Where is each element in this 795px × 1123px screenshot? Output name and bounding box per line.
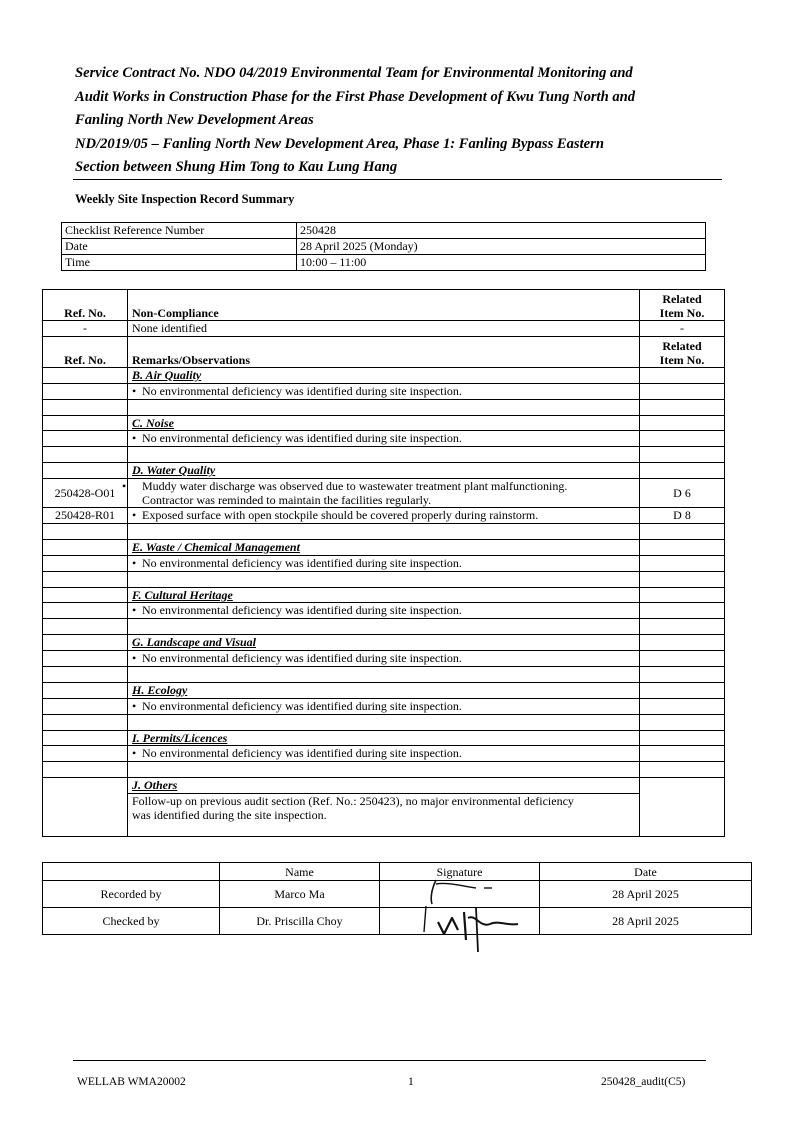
section-heading: C. Noise	[128, 415, 640, 431]
title-line: Section between Shung Him Tong to Kau Lung Hang	[75, 159, 398, 176]
inspection-info-table	[61, 222, 706, 271]
remark-text	[128, 794, 640, 837]
section-row	[43, 730, 725, 746]
table-header-row	[43, 863, 752, 881]
spacer-row	[43, 399, 725, 415]
remark-text: • No environmental deficiency was identified during site inspection.	[128, 431, 640, 447]
spacer-row	[43, 714, 725, 730]
remark-line: was identified during the site inspection.	[132, 808, 327, 823]
title-line: Service Contract No. NDO 04/2019 Environmental Team for Environmental Monitoring and	[75, 65, 633, 81]
role-cell: Recorded by	[43, 881, 220, 908]
table-row	[62, 255, 706, 271]
checklist-label: Checklist Reference Number	[62, 223, 297, 239]
table-row	[43, 746, 725, 762]
footer-divider	[73, 1060, 706, 1061]
related-header	[640, 336, 725, 367]
section-row	[43, 539, 725, 555]
related-header-line2: Item No.	[659, 306, 705, 320]
name-header: Name	[220, 863, 380, 881]
remark-text: • No environmental deficiency was identified during site inspection.	[128, 555, 640, 571]
checklist-value: 250428	[297, 223, 706, 239]
remark-line: • Muddy water discharge was observed due to wastewater treatment plant malfunctioning.	[132, 479, 567, 493]
spacer-row	[43, 571, 725, 587]
footer-left: WELLAB WMA20002	[77, 1076, 186, 1088]
signature-header: Signature	[380, 863, 540, 881]
document-title	[75, 62, 715, 180]
time-label: Time	[62, 255, 297, 271]
noncompliance-header: Non-Compliance	[128, 290, 640, 321]
name-cell: Marco Ma	[220, 881, 380, 908]
date-header: Date	[540, 863, 752, 881]
date-label: Date	[62, 239, 297, 255]
name-cell: Dr. Priscilla Choy	[220, 908, 380, 935]
table-header-row	[43, 290, 725, 321]
remark-text: • No environmental deficiency was identified during site inspection.	[128, 746, 640, 762]
spacer-row	[43, 667, 725, 683]
title-line: ND/2019/05 – Fanling North New Development Area, Phase 1: Fanling Bypass Eastern	[75, 135, 604, 152]
date-cell: 28 April 2025	[540, 908, 752, 935]
related-header-line1: Related	[662, 338, 702, 353]
remark-text	[128, 479, 640, 508]
remark-text: • No environmental deficiency was identified during site inspection.	[128, 698, 640, 714]
related-cell: D 6	[640, 479, 725, 508]
remark-text: • No environmental deficiency was identified during site inspection.	[128, 383, 640, 399]
table-row	[43, 321, 725, 337]
noncompliance-cell: None identified	[128, 321, 640, 337]
table-row	[43, 555, 725, 571]
table-row	[43, 794, 725, 837]
spacer-row	[43, 524, 725, 540]
table-row	[43, 698, 725, 714]
section-row	[43, 635, 725, 651]
spacer-row	[43, 619, 725, 635]
ref-cell: 250428-O01	[43, 479, 128, 508]
table-row	[62, 223, 706, 239]
footer-right: 250428_audit(C5)	[601, 1076, 686, 1088]
table-row	[43, 431, 725, 447]
table-row	[43, 603, 725, 619]
table-row	[43, 651, 725, 667]
ref-header: Ref. No.	[43, 336, 128, 367]
time-value: 10:00 – 11:00	[297, 255, 706, 271]
related-header-line2: Item No.	[659, 352, 705, 367]
section-row	[43, 415, 725, 431]
remarks-header: Remarks/Observations	[128, 336, 640, 367]
table-row	[43, 479, 725, 508]
remark-line: Follow-up on previous audit section (Ref. No.: 250423), no major environmental deficiency	[132, 794, 574, 809]
section-row	[43, 682, 725, 698]
section-row	[43, 778, 725, 794]
section-heading: F. Cultural Heritage	[128, 587, 640, 603]
section-heading: I. Permits/Licences	[128, 730, 640, 746]
remark-text: • No environmental deficiency was identified during site inspection.	[128, 603, 640, 619]
table-row	[43, 881, 752, 908]
date-cell: 28 April 2025	[540, 881, 752, 908]
related-header-line1: Related	[662, 292, 702, 306]
summary-title: Weekly Site Inspection Record Summary	[75, 192, 295, 206]
title-line: Fanling North New Development Areas	[75, 112, 314, 129]
section-row	[43, 587, 725, 603]
header-divider	[73, 179, 722, 180]
section-heading: G. Landscape and Visual	[128, 635, 640, 651]
table-row	[43, 383, 725, 399]
spacer-row	[43, 762, 725, 778]
related-cell: -	[640, 321, 725, 337]
related-cell: D 8	[640, 508, 725, 524]
section-heading: D. Water Quality	[128, 463, 640, 479]
section-row	[43, 463, 725, 479]
section-heading: H. Ecology	[128, 682, 640, 698]
ref-cell: 250428-R01	[43, 508, 128, 524]
table-header-row	[43, 336, 725, 367]
handwritten-signature	[418, 868, 528, 958]
ref-header: Ref. No.	[43, 290, 128, 321]
signoff-table	[42, 862, 752, 935]
section-heading: J. Others	[128, 778, 640, 794]
role-cell: Checked by	[43, 908, 220, 935]
remark-text: • No environmental deficiency was identified during site inspection.	[128, 651, 640, 667]
section-heading: B. Air Quality	[128, 367, 640, 383]
table-row	[62, 239, 706, 255]
spacer-row	[43, 447, 725, 463]
ref-cell: -	[43, 321, 128, 337]
remark-text: • Exposed surface with open stockpile should be covered properly during rainstorm.	[128, 508, 640, 524]
title-line: Audit Works in Construction Phase for the First Phase Development of Kwu Tung North and	[75, 88, 636, 105]
remark-line: Contractor was reminded to maintain the facilities regularly.	[142, 493, 432, 508]
section-row	[43, 367, 725, 383]
page-number: 1	[408, 1076, 414, 1088]
section-heading: E. Waste / Chemical Management	[128, 539, 640, 555]
role-header-cell	[43, 863, 220, 881]
related-header	[640, 290, 725, 321]
date-value: 28 April 2025 (Monday)	[297, 239, 706, 255]
table-row	[43, 908, 752, 935]
observations-table	[42, 289, 725, 837]
table-row	[43, 508, 725, 524]
